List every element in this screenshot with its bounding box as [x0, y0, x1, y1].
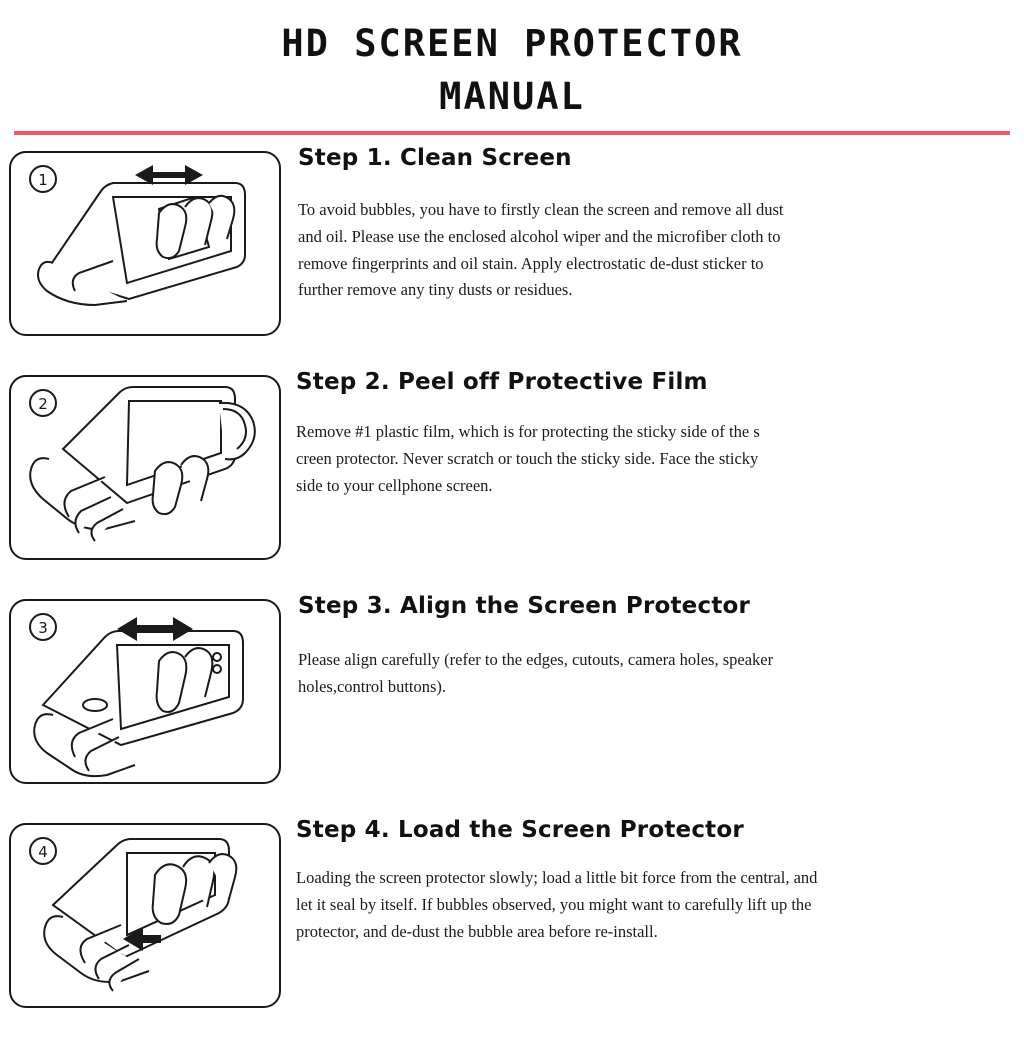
page-title-line-1: HD SCREEN PROTECTOR	[281, 22, 743, 65]
steps-list	[0, 135, 1024, 1037]
step-3-illustration	[0, 589, 290, 784]
step-4-content	[290, 813, 1024, 945]
step-item	[0, 141, 1024, 365]
step-1-title: Step 1. Clean Screen	[298, 145, 572, 172]
step-item	[0, 365, 1024, 589]
step-3-title: Step 3. Align the Screen Protector	[298, 593, 751, 620]
step-1-content	[290, 141, 1024, 304]
svg-text:3: 3	[38, 619, 48, 638]
svg-text:4: 4	[38, 843, 48, 862]
step-4-illustration	[0, 813, 290, 1008]
step-2-content	[290, 365, 1024, 499]
step-3-body: Please align carefully (refer to the edges, cutouts, camera holes, speaker holes,control buttons).	[298, 650, 774, 696]
document-header	[0, 0, 1024, 135]
step-1-illustration	[0, 141, 290, 336]
step-1-body: To avoid bubbles, you have to firstly clean the screen and remove all dust and oil. Please use the enclosed alcohol wiper and the microfiber cloth to remove fingerprints and oil stain. Apply electrostatic de-dust sticker to further remove any tiny dusts or residues.	[298, 200, 784, 300]
step-2-illustration	[0, 365, 290, 560]
svg-text:2: 2	[38, 395, 48, 414]
step-4-title: Step 4. Load the Screen Protector	[296, 817, 744, 844]
page-title-line-2: MANUAL	[439, 74, 585, 118]
svg-text:1: 1	[38, 171, 48, 190]
step-item	[0, 813, 1024, 1037]
step-2-body: Remove #1 plastic film, which is for protecting the sticky side of the s creen protector. Never scratch or touch the sticky side. Face the sticky side to your cellphone screen.	[296, 422, 760, 495]
step-3-content	[290, 589, 1024, 700]
step-2-title: Step 2. Peel off Protective Film	[296, 369, 708, 396]
step-4-body: Loading the screen protector slowly; load a little bit force from the central, and let it seal by itself. If bubbles observed, you might want to carefully lift up the protector, and de-dust the bubble area before re-install.	[296, 868, 818, 941]
step-item	[0, 589, 1024, 813]
